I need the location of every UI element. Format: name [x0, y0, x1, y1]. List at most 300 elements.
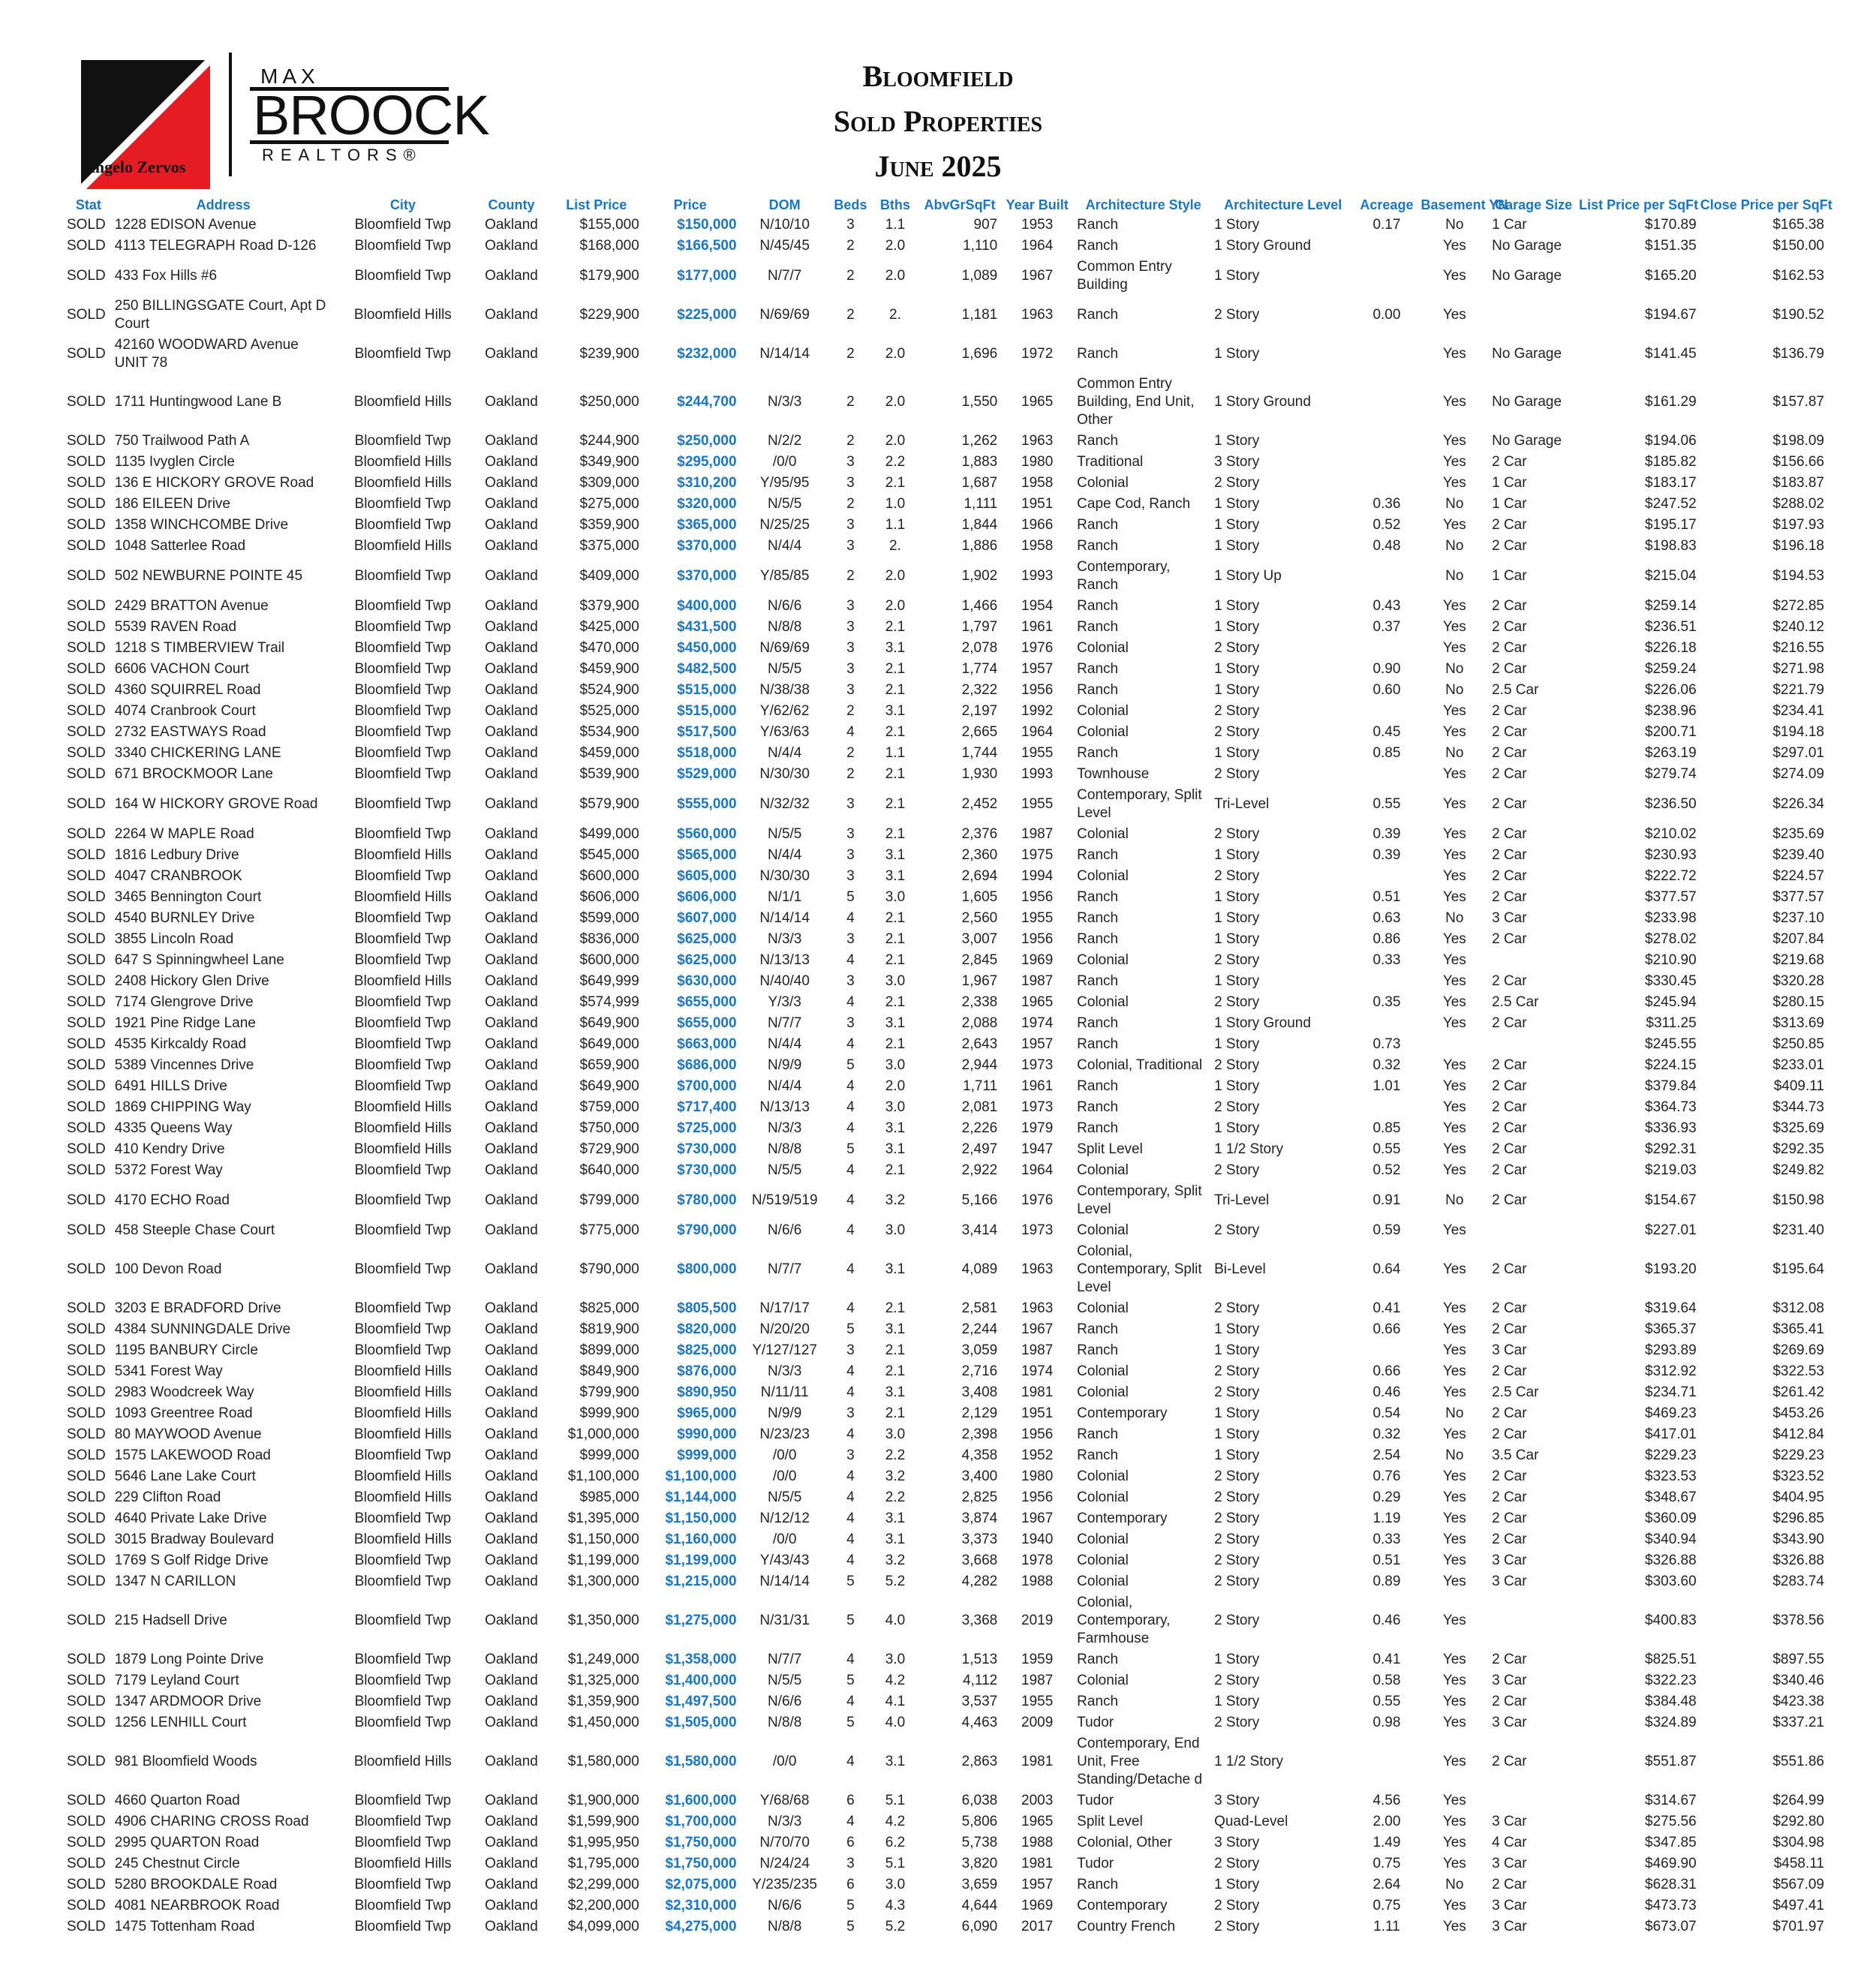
cell-county: Oakland — [485, 598, 538, 614]
cell-arch-level: 1 Story — [1214, 1877, 1260, 1892]
table-row — [65, 557, 1826, 596]
cell-close-price-sqft: $897.55 — [1772, 1652, 1824, 1667]
cell-arch-level: 1 Story — [1214, 1321, 1260, 1337]
cell-close-price-sqft: $280.15 — [1772, 994, 1824, 1010]
cell-city: Bloomfield Twp — [354, 1222, 452, 1238]
cell-city: Bloomfield Twp — [354, 1694, 452, 1709]
cell-city: Bloomfield Hills — [353, 454, 452, 470]
cell-basement: No — [1445, 1877, 1464, 1892]
cell-sqft: 5,738 — [961, 1835, 998, 1850]
cell-close-price-sqft: $235.69 — [1772, 826, 1824, 842]
cell-close-price-sqft: $224.57 — [1772, 868, 1824, 884]
cell-city: Bloomfield Twp — [354, 952, 452, 968]
cell-stat: SOLD — [67, 1057, 106, 1073]
cell-year-built: 1980 — [1021, 1468, 1054, 1484]
cell-address: 6606 VACHON Court — [114, 661, 249, 677]
table-row — [65, 908, 1826, 929]
cell-basement: Yes — [1442, 1321, 1466, 1337]
cell-acreage: 1.19 — [1372, 1511, 1401, 1526]
cell-county: Oakland — [485, 475, 538, 491]
cell-list-price-sqft: $245.94 — [1645, 994, 1697, 1010]
cell-dom: Y/63/63 — [759, 724, 810, 740]
table-row — [65, 1445, 1826, 1466]
cell-county: Oakland — [485, 1694, 538, 1709]
cell-city: Bloomfield Twp — [354, 1057, 452, 1073]
cell-dom: N/4/4 — [767, 1036, 802, 1052]
cell-county: Oakland — [485, 661, 538, 677]
cell-list-price: $836,000 — [579, 931, 639, 947]
cell-dom: N/7/7 — [767, 1261, 802, 1277]
table-row — [65, 1790, 1826, 1811]
cell-list-price: $1,599,900 — [567, 1814, 639, 1829]
cell-list-price-sqft: $825.51 — [1645, 1652, 1697, 1667]
cell-basement: Yes — [1442, 1613, 1466, 1628]
cell-garage — [1490, 1220, 1577, 1241]
cell-baths: 1.1 — [885, 745, 906, 761]
cell-arch-style: Ranch — [1077, 1426, 1119, 1442]
cell-arch-style: Colonial — [1077, 1490, 1129, 1505]
cell-price: $686,000 — [677, 1057, 737, 1073]
cell-address: 1347 ARDMOOR Drive — [114, 1694, 262, 1709]
table-row — [65, 1916, 1826, 1937]
cell-beds: 5 — [846, 1898, 855, 1913]
cell-close-price-sqft: $377.57 — [1772, 889, 1824, 905]
cell-beds: 3 — [846, 640, 855, 656]
cell-basement — [1420, 1034, 1490, 1055]
cell-dom: /0/0 — [772, 1468, 797, 1484]
cell-sqft: 3,537 — [961, 1694, 998, 1709]
column-header-dom: DOM — [768, 197, 801, 212]
cell-dom: N/6/6 — [767, 1222, 802, 1238]
cell-basement: Yes — [1442, 889, 1466, 905]
cell-address: 1048 Satterlee Road — [114, 538, 246, 554]
cell-year-built: 1963 — [1021, 307, 1054, 323]
cell-beds: 6 — [846, 1835, 855, 1850]
cell-county: Oakland — [485, 268, 538, 284]
cell-baths: 2.1 — [885, 1363, 906, 1379]
cell-beds: 4 — [846, 1426, 855, 1442]
cell-arch-level: 1 Story — [1214, 598, 1260, 614]
cell-price: $625,000 — [677, 952, 737, 968]
table-row — [65, 1691, 1826, 1712]
table-body — [65, 215, 1826, 1937]
table-row — [65, 1832, 1826, 1853]
cell-year-built: 1957 — [1021, 1877, 1054, 1892]
cell-year-built: 1976 — [1021, 1192, 1054, 1208]
cell-arch-level: 1 Story Up — [1214, 568, 1282, 584]
cell-city: Bloomfield Twp — [354, 1877, 452, 1892]
column-header-city: City — [389, 197, 416, 212]
cell-list-price: $179,900 — [579, 268, 639, 284]
cell-city: Bloomfield Twp — [354, 1613, 452, 1628]
cell-list-price: $545,000 — [579, 847, 639, 863]
cell-acreage: 0.46 — [1372, 1613, 1401, 1628]
cell-arch-level: 2 Story — [1214, 703, 1260, 719]
cell-list-price: $600,000 — [579, 952, 639, 968]
cell-sqft: 6,038 — [961, 1793, 998, 1808]
cell-year-built: 1973 — [1021, 1057, 1054, 1073]
cell-dom: N/519/519 — [751, 1192, 818, 1208]
cell-list-price: $750,000 — [579, 1120, 639, 1136]
table-row — [65, 1241, 1826, 1298]
table-row — [65, 887, 1826, 908]
cell-basement: Yes — [1442, 1919, 1466, 1934]
cell-list-price: $1,900,000 — [567, 1793, 639, 1808]
cell-acreage: 0.33 — [1372, 952, 1401, 968]
cell-beds: 5 — [846, 1057, 855, 1073]
table-row — [65, 1649, 1826, 1670]
cell-city: Bloomfield Twp — [354, 1574, 452, 1589]
cell-city: Bloomfield Hills — [353, 1426, 452, 1442]
cell-year-built: 1988 — [1021, 1835, 1054, 1850]
cell-stat: SOLD — [67, 1613, 106, 1628]
cell-baths: 3.0 — [885, 1877, 906, 1892]
cell-price: $1,160,000 — [665, 1532, 737, 1547]
cell-county: Oakland — [485, 952, 538, 968]
cell-beds: 6 — [846, 1877, 855, 1892]
agent-name: Angelo Zervos — [83, 158, 186, 176]
cell-address: 2429 BRATTON Avenue — [114, 598, 269, 614]
cell-stat: SOLD — [67, 703, 106, 719]
cell-arch-level: Tri-Level — [1214, 796, 1270, 812]
cell-close-price-sqft: $194.53 — [1772, 568, 1824, 584]
cell-price: $730,000 — [677, 1162, 737, 1178]
cell-close-price-sqft: $453.26 — [1772, 1405, 1824, 1421]
cell-address: 5372 Forest Way — [114, 1162, 223, 1178]
cell-list-price: $155,000 — [579, 217, 639, 233]
cell-baths: 1.0 — [885, 496, 906, 512]
cell-county: Oakland — [485, 538, 538, 554]
cell-basement: Yes — [1442, 952, 1466, 968]
cell-stat: SOLD — [67, 217, 106, 233]
cell-address: 215 Hadsell Drive — [114, 1613, 227, 1628]
cell-price: $431,500 — [677, 619, 737, 635]
cell-list-price: $649,900 — [579, 1015, 639, 1031]
cell-baths: 6.2 — [885, 1835, 906, 1850]
cell-arch-style: Ranch — [1077, 1342, 1119, 1358]
cell-stat: SOLD — [67, 796, 106, 812]
cell-year-built: 1956 — [1021, 931, 1054, 947]
cell-basement: No — [1445, 217, 1464, 233]
cell-year-built: 1956 — [1021, 1426, 1054, 1442]
cell-beds: 4 — [846, 1363, 855, 1379]
column-header-county: County — [488, 197, 535, 212]
cell-close-price-sqft: $165.38 — [1772, 217, 1824, 233]
table-row — [65, 296, 1826, 335]
cell-dom: N/5/5 — [767, 1673, 802, 1688]
cell-year-built: 1992 — [1021, 703, 1054, 719]
cell-acreage: 0.35 — [1372, 994, 1401, 1010]
cell-city: Bloomfield Twp — [354, 724, 452, 740]
cell-baths: 2.0 — [885, 394, 906, 410]
cell-baths: 3.0 — [885, 1426, 906, 1442]
cell-garage: 2 Car — [1492, 1490, 1527, 1505]
cell-garage: 2 Car — [1492, 640, 1527, 656]
cell-dom: Y/95/95 — [759, 475, 810, 491]
cell-arch-level: 1 Story — [1214, 1342, 1260, 1358]
cell-close-price-sqft: $197.93 — [1772, 517, 1824, 533]
table-row — [65, 1076, 1826, 1097]
cell-dom: N/17/17 — [759, 1300, 810, 1316]
cell-acreage: 0.33 — [1372, 1532, 1401, 1547]
cell-county: Oakland — [485, 1553, 538, 1568]
cell-address: 4640 Private Lake Drive — [114, 1511, 267, 1526]
cell-price: $565,000 — [677, 847, 737, 863]
cell-year-built: 1987 — [1021, 973, 1054, 989]
cell-city: Bloomfield Twp — [354, 994, 452, 1010]
cell-close-price-sqft: $156.66 — [1772, 454, 1824, 470]
cell-baths: 3.1 — [885, 1141, 906, 1157]
cell-year-built: 1987 — [1021, 1673, 1054, 1688]
cell-beds: 4 — [846, 1162, 855, 1178]
cell-arch-level: 1 Story Ground — [1214, 394, 1311, 410]
cell-baths: 2.0 — [885, 598, 906, 614]
cell-stat: SOLD — [67, 1553, 106, 1568]
cell-arch-level: 2 Story — [1214, 1300, 1260, 1316]
cell-arch-style: Colonial — [1077, 826, 1129, 842]
cell-basement: Yes — [1442, 1120, 1466, 1136]
cell-basement: Yes — [1442, 433, 1466, 449]
cell-county: Oakland — [485, 1673, 538, 1688]
cell-dom: N/5/5 — [767, 826, 802, 842]
cell-city: Bloomfield Twp — [354, 1919, 452, 1934]
cell-list-price: $649,900 — [579, 1078, 639, 1094]
cell-city: Bloomfield Twp — [354, 568, 452, 584]
cell-city: Bloomfield Twp — [354, 1300, 452, 1316]
cell-sqft: 3,668 — [961, 1553, 998, 1568]
cell-basement: Yes — [1442, 1835, 1466, 1850]
cell-arch-style: Ranch — [1077, 1321, 1119, 1337]
table-row — [65, 638, 1826, 659]
cell-sqft: 2,360 — [961, 847, 998, 863]
cell-list-price: $659,900 — [579, 1057, 639, 1073]
cell-basement: Yes — [1442, 1856, 1466, 1871]
cell-price: $4,275,000 — [665, 1919, 737, 1934]
cell-arch-level: 2 Story — [1214, 826, 1260, 842]
cell-year-built: 1951 — [1021, 496, 1054, 512]
cell-garage — [1490, 1790, 1577, 1811]
cell-city: Bloomfield Hills — [353, 1120, 452, 1136]
cell-address: 981 Bloomfield Woods — [114, 1754, 257, 1769]
cell-list-price-sqft: $473.73 — [1645, 1898, 1697, 1913]
cell-year-built: 1988 — [1021, 1574, 1054, 1589]
cell-year-built: 1956 — [1021, 889, 1054, 905]
cell-close-price-sqft: $409.11 — [1773, 1078, 1824, 1094]
cell-list-price-sqft: $215.04 — [1645, 568, 1697, 584]
cell-baths: 3.1 — [885, 703, 906, 719]
cell-price: $150,000 — [677, 217, 737, 233]
cell-list-price-sqft: $234.71 — [1645, 1384, 1697, 1400]
cell-sqft: 1,797 — [961, 619, 998, 635]
cell-garage: 2 Car — [1492, 1078, 1527, 1094]
cell-price: $990,000 — [677, 1426, 737, 1442]
cell-arch-style: Ranch — [1077, 538, 1119, 554]
cell-dom: N/25/25 — [759, 517, 810, 533]
cell-dom: N/9/9 — [767, 1405, 802, 1421]
cell-city: Bloomfield Twp — [354, 1447, 452, 1463]
cell-year-built: 2017 — [1021, 1919, 1054, 1934]
cell-county: Oakland — [485, 517, 538, 533]
cell-sqft: 4,463 — [961, 1715, 998, 1730]
cell-list-price: $640,000 — [579, 1162, 639, 1178]
cell-garage: 2 Car — [1492, 1532, 1527, 1547]
cell-beds: 2 — [846, 394, 855, 410]
column-header-list-price: List Price — [566, 197, 627, 212]
cell-year-built: 1964 — [1021, 238, 1054, 254]
cell-year-built: 1993 — [1021, 568, 1054, 584]
column-header-year-built: Year Built — [1006, 197, 1069, 212]
cell-acreage — [1354, 971, 1419, 992]
cell-price: $825,000 — [677, 1342, 737, 1358]
cell-stat: SOLD — [67, 661, 106, 677]
cell-garage: 3.5 Car — [1492, 1447, 1539, 1463]
cell-arch-style: Common Entry Building, End Unit, Other — [1077, 376, 1195, 428]
cell-city: Bloomfield Hills — [353, 307, 452, 323]
cell-baths: 4.0 — [885, 1613, 906, 1628]
cell-address: 100 Devon Road — [114, 1261, 222, 1277]
cell-close-price-sqft: $183.87 — [1772, 475, 1824, 491]
cell-price: $1,700,000 — [665, 1814, 737, 1829]
cell-dom: N/5/5 — [767, 1162, 802, 1178]
cell-year-built: 1959 — [1021, 1652, 1054, 1667]
cell-garage: 2 Car — [1492, 1321, 1527, 1337]
cell-list-price: $649,999 — [579, 973, 639, 989]
cell-acreage: 0.75 — [1372, 1898, 1401, 1913]
cell-acreage: 0.41 — [1372, 1652, 1401, 1667]
column-header-beds: Beds — [834, 197, 867, 212]
column-header-acreage: Acreage — [1360, 197, 1414, 212]
cell-close-price-sqft: $150.00 — [1772, 238, 1824, 254]
cell-list-price: $250,000 — [579, 394, 639, 410]
cell-basement: Yes — [1442, 1426, 1466, 1442]
cell-address: 3340 CHICKERING LANE — [114, 745, 281, 761]
cell-arch-style: Common Entry Building — [1077, 259, 1172, 293]
cell-county: Oakland — [485, 910, 538, 926]
cell-list-price: $899,000 — [579, 1342, 639, 1358]
cell-list-price: $759,000 — [579, 1099, 639, 1115]
cell-price: $820,000 — [677, 1321, 737, 1337]
table-row — [65, 257, 1826, 296]
cell-basement: Yes — [1442, 394, 1466, 410]
cell-arch-level: 2 Story — [1214, 1511, 1260, 1526]
cell-baths: 3.2 — [885, 1468, 906, 1484]
cell-acreage: 0.52 — [1372, 517, 1401, 533]
cell-list-price-sqft: $154.67 — [1645, 1192, 1697, 1208]
cell-list-price: $775,000 — [579, 1222, 639, 1238]
cell-year-built: 1957 — [1021, 1036, 1054, 1052]
cell-city: Bloomfield Twp — [354, 1015, 452, 1031]
cell-city: Bloomfield Twp — [354, 1835, 452, 1850]
cell-stat: SOLD — [67, 994, 106, 1010]
cell-dom: N/38/38 — [759, 682, 810, 698]
cell-stat: SOLD — [67, 1754, 106, 1769]
cell-arch-style: Ranch — [1077, 346, 1119, 362]
cell-close-price-sqft: $340.46 — [1772, 1673, 1824, 1688]
cell-county: Oakland — [485, 1532, 538, 1547]
cell-baths: 3.1 — [885, 1015, 906, 1031]
cell-sqft: 1,844 — [961, 517, 998, 533]
cell-year-built: 1961 — [1021, 619, 1054, 635]
cell-city: Bloomfield Twp — [354, 1511, 452, 1526]
cell-city: Bloomfield Hills — [353, 889, 452, 905]
cell-acreage: 0.54 — [1372, 1405, 1401, 1421]
cell-arch-style: Contemporary, Split Level — [1077, 787, 1202, 821]
table-row — [65, 659, 1826, 680]
cell-stat: SOLD — [67, 1261, 106, 1277]
cell-close-price-sqft: $195.64 — [1772, 1261, 1824, 1277]
cell-arch-level: 1 Story — [1214, 745, 1260, 761]
cell-list-price: $649,000 — [579, 1036, 639, 1052]
cell-stat: SOLD — [67, 1036, 106, 1052]
cell-stat: SOLD — [67, 238, 106, 254]
cell-year-built: 1947 — [1021, 1141, 1054, 1157]
cell-list-price-sqft: $673.07 — [1645, 1919, 1697, 1934]
cell-stat: SOLD — [67, 1673, 106, 1688]
cell-stat: SOLD — [67, 1814, 106, 1829]
cell-list-price-sqft: $292.31 — [1645, 1141, 1697, 1157]
cell-list-price: $375,000 — [579, 538, 639, 554]
cell-beds: 3 — [846, 598, 855, 614]
cell-baths: 2.0 — [885, 568, 906, 584]
cell-basement: No — [1445, 1447, 1464, 1463]
cell-baths: 5.1 — [885, 1856, 906, 1871]
cell-list-price-sqft: $293.89 — [1645, 1342, 1697, 1358]
cell-stat: SOLD — [67, 1426, 106, 1442]
cell-arch-level: 1 Story — [1214, 889, 1260, 905]
cell-address: 458 Steeple Chase Court — [114, 1222, 275, 1238]
cell-list-price-sqft: $324.89 — [1645, 1715, 1697, 1730]
cell-close-price-sqft: $292.35 — [1772, 1141, 1824, 1157]
cell-baths: 3.0 — [885, 973, 906, 989]
cell-list-price-sqft: $469.23 — [1645, 1405, 1697, 1421]
cell-address: 5280 BROOKDALE Road — [114, 1877, 278, 1892]
cell-address: 1195 BANBURY Circle — [114, 1342, 258, 1358]
cell-sqft: 1,605 — [961, 889, 998, 905]
cell-dom: N/8/8 — [767, 1919, 802, 1934]
cell-sqft: 3,414 — [961, 1222, 998, 1238]
cell-list-price-sqft: $259.14 — [1645, 598, 1697, 614]
cell-list-price-sqft: $379.84 — [1645, 1078, 1697, 1094]
cell-acreage — [1354, 1733, 1419, 1790]
cell-garage: 2 Car — [1492, 598, 1527, 614]
cell-price: $876,000 — [677, 1363, 737, 1379]
cell-price: $529,000 — [677, 766, 737, 782]
cell-close-price-sqft: $365.41 — [1772, 1321, 1824, 1337]
cell-sqft: 1,744 — [961, 745, 998, 761]
cell-acreage — [1354, 335, 1419, 374]
cell-county: Oakland — [485, 682, 538, 698]
cell-list-price-sqft: $551.87 — [1645, 1754, 1697, 1769]
cell-list-price: $1,580,000 — [567, 1754, 639, 1769]
cell-dom: N/9/9 — [767, 1057, 802, 1073]
cell-close-price-sqft: $272.85 — [1772, 598, 1824, 614]
cell-address: 250 BILLINGSGATE Court, Apt D Court — [114, 298, 326, 332]
cell-baths: 3.0 — [885, 1652, 906, 1667]
cell-dom: N/40/40 — [759, 973, 810, 989]
cell-list-price-sqft: $384.48 — [1645, 1694, 1697, 1709]
cell-county: Oakland — [485, 433, 538, 449]
cell-garage: 2 Car — [1492, 1694, 1527, 1709]
cell-list-price: $574,999 — [579, 994, 639, 1010]
cell-sqft: 3,007 — [961, 931, 998, 947]
cell-sqft: 1,466 — [961, 598, 998, 614]
column-header-baths: Bths — [879, 197, 910, 212]
cell-address: 4113 TELEGRAPH Road D-126 — [114, 238, 317, 254]
cell-acreage: 0.39 — [1372, 847, 1401, 863]
cell-stat: SOLD — [67, 307, 106, 323]
cell-sqft: 2,694 — [961, 868, 998, 884]
cell-year-built: 1981 — [1021, 1856, 1054, 1871]
